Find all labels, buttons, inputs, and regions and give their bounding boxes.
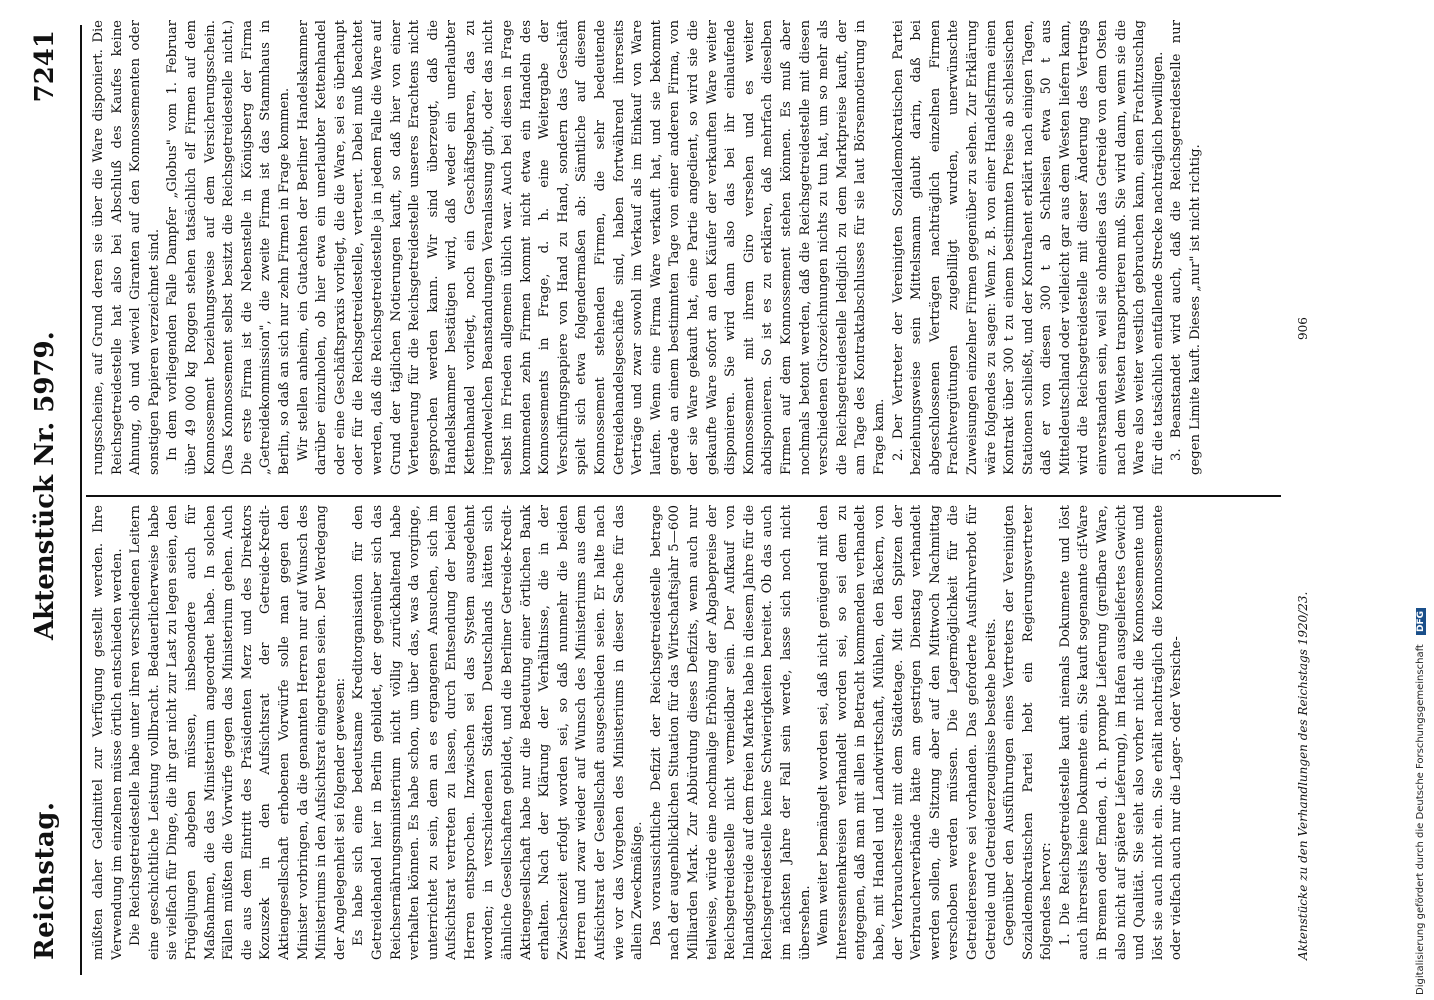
digitization-text: Digitalisierung gefördert durch die Deutsche Forschungsgemeinschaft (1415, 644, 1426, 995)
paragraph: Wir stellen anheim, ein Gutachten der Berliner Handelskammer darüber einzuholen, ob hier etwa ein unerlaubter Kettenhandel oder eine Geschäftspraxis vorliegt, die die Ware, sei es überhaupt oder für die Reichsgetreidestelle, verteuert. Dabei muß beachtet werden, daß die Reichsgetreidestelle ja in jedem Falle die Ware auf Grund der täglichen Notierungen kauft, so daß hier von einer Verteuerung für die Reichsgetreidestelle unseres Erachtens nicht gesprochen werden kann. Wir sind überzeugt, daß die Handelskammer bestätigen wird, daß weder ein unerlaubter Kettenhandel vorliegt, noch ein Geschäftsgebaren, das zu irgendwelchen Beanstandungen Veranlassung gibt, oder das nicht selbst im Frieden allgemein üblich war. Auch bei diesen in Frage kommenden zehn Firmen kommt nicht etwa ein Handeln des Konnossements in Frage, d. h. eine Weitergabe der Verschiffungspapiere von Hand zu Hand, sondern das Geschäft spielt sich etwa folgendermaßen ab: Sämtliche auf diesem Konnossement stehenden Firmen, die sehr bedeutende Getreidehandelsgeschäfte sind, haben fortwährend ihrerseits Verträge und zwar sowohl im Verkauf als im Einkauf von Ware laufen. Wenn eine Firma Ware verkauft hat, und sie bekommt gerade an einem bestimmten Tage von einer anderen Firma, von der sie Ware gekauft hat, eine Partie angedient, so wird sie die gekaufte Ware sofort an den Käufer der verkauften Ware weiter disponieren. Sie wird dann also das bei ihr einlaufende Konnossement mit ihrem Giro versehen und es weiter abdisponieren. So ist es zu erklären, daß mehrfach dieselben Firmen auf dem Konnossement stehen können. Es muß aber nochmals betont werden, daß die Reichsgetreidestelle mit diesen verschiedenen Girozeichnungen nichts zu tun hat, um so mehr als die Reichsgetreidestelle lediglich zu dem Marktpreise kauft, der am Tage des Kontraktabschlusses für sie laut Börsennotierung in Frage kam. (295, 20, 887, 475)
page-number-top: 7241 (30, 30, 60, 103)
document-number: Aktenstück Nr. 5979. (30, 331, 60, 640)
header-rule (80, 25, 82, 975)
paragraph: 3. Beanstandet wird auch, daß die Reichsgetreidestelle nur gegen Limite kauft. Dieses „nur" ist nicht richtig. (1169, 20, 1204, 475)
paragraph: Gegenüber den Ausführungen eines Vertreters der Vereinigten Sozialdemokratischen Partei hebt ein Regierungsvertreter folgendes hervor: (1002, 505, 1055, 960)
paragraph: Das voraussichtliche Defizit der Reichsgetreidestelle betrage nach der augenblicklichen Situation für das Wirtschaftsjahr 5—600 Milliarden Mark. Zur Abbürdung dieses Defizits, wenn auch nur teilweise, würde eine nochmalige Erhöhung der Abgabepreise der Reichsgetreidestelle nicht vermeidbar sein. Der Aufkauf von Inlandsgetreide auf dem freien Markte habe in diesem Jahre für die Reichsgetreidestelle keine Schwierigkeiten bereitet. Ob das auch im nächsten Jahre der Fall sein werde, lasse sich noch nicht übersehen. (648, 505, 813, 960)
left-column (90, 505, 1290, 960)
footer-reference: Aktenstücke zu den Verhandlungen des Reichstags 1920/23. (1296, 591, 1310, 960)
paragraph: rungsscheine, auf Grund deren sie über die Ware disponiert. Die Reichsgetreidestelle hat also bei Abschluß des Kaufes keine Ahnung, ob und wieviel Giranten auf den Konnossementen oder sonstigen Papieren verzeichnet sind. (91, 20, 162, 475)
paragraph: In dem vorliegenden Falle Dampfer „Globus" vom 1. Februar über 49 000 kg Roggen stehen tatsächlich elf Firmen auf dem Konnossement beziehungsweise auf dem Versicherungsschein. (Das Konnossement selbst besitzt die Reichsgetreidestelle nicht.) Die erste Firma ist die Nebenstelle in Königsberg der Firma „Getreidekommission", die zweite Firma ist das Stammhaus in Berlin, so daß an sich nur zehn Firmen in Frage kommen. (165, 20, 292, 475)
chamber-title: Reichstag. (30, 801, 60, 960)
footer-page-number: 906 (1296, 317, 1310, 340)
paragraph: 1. Die Reichsgetreidestelle kauft niemals Dokumente und löst auch ihrerseits keine Dokumente ein. Sie kauft sogenannte cif-Ware in Bremen oder Emden, d. h. prompte Lieferung (greifbare Ware, also nicht auf spätere Lieferung), im Hafen ausgeliefertes Gewicht und Qualität. Sie sieht also vorher nicht die Konnossemente und löst sie auch nicht ein. Sie erhält nachträglich die Konnossemente oder vielfach auch nur die Lager- oder Versiche- (1057, 505, 1185, 960)
paragraph: müßten daher Geldmittel zur Verfügung gestellt werden. Ihre Verwendung im einzelnen müsse örtlich entschieden werden. (91, 505, 125, 960)
paragraph: Wenn weiter bemängelt worden sei, daß nicht genügend mit den Interessentenkreisen verhandelt worden sei, so sei dem zu entgegnen, daß man mit allen in Betracht kommenden verhandelt habe, mit Handel und Landwirtschaft, Mühlen, den Bäckern, von der Verbraucherseite mit dem Städtetage. Mit den Spitzen der Verbraucherverbände hätte am gestrigen Dienstag verhandelt werden sollen, die Sitzung aber auf den Mittwoch Nachmittag verschoben werden müssen. Die Lagermöglichkeit für die Getreidereserve sei vorhanden. Das geforderte Ausfuhrverbot für Getreide und Getreideerzeugnisse bestehe bereits. (816, 505, 999, 960)
digitization-note (1415, 0, 1433, 995)
paragraph: Die Reichsgetreidestelle habe unter ihren verschiedenen Leitern eine geschichtliche Leistung vollbracht. Bedauerlicherweise habe sie vielfach für Dinge, die ihr gar nicht zur Last zu legen seien, den Prügeljungen abgeben müssen, insbesondere auch für Maßnahmen, die das Ministerium angeordnet habe. In solchen Fällen müßten die Vorwürfe gegen das Ministerium gehen. Auch die aus dem Eintritt des Präsidenten Merz und des Direktors Kozuszek in den Aufsichtsrat der Getreide-Kredit-Aktiengesellschaft erhobenen Vorwürfe solle man gegen den Minister vorbringen, da die genannten Herren nur auf Wunsch des Ministeriums in den Aufsichtsrat eingetreten seien. Der Werdegang der Angelegenheit sei folgender gewesen: (128, 505, 348, 960)
paragraph: 2. Der Vertreter der Vereinigten Sozialdemokratischen Partei beziehungsweise sein Mittelsmann glaubt darin, daß bei abgeschlossenen Verträgen nachträglich einzelnen Firmen Frachtvergütungen zugebilligt wurden, unerwünschte Zuweisungen einzelner Firmen gegenüber zu sehen. Zur Erklärung wäre folgendes zu sagen: Wenn z. B. von einer Handelsfirma einen Kontrakt über 300 t zu einem bestimmten Preise ab schlesischen Stationen schließt, und der Kontrahent erklärt nach einigen Tagen, daß er von diesen 300 t ab Schlesien etwa 50 t aus Mitteldeutschland oder vielleicht gar aus dem Westen liefern kann, wird die Reichsgetreidestelle mit dieser Änderung des Vertrags einverstanden sein, weil sie ohnedies das Getreide von dem Osten nach dem Westen transportieren muß. Sie wird dann, wenn sie die Ware also weiter westlich gebrauchen kann, einen Frachtzuschlag für die tatsächlich entfallende Strecke nachträglich bewilligen. (890, 20, 1166, 475)
column-divider (86, 495, 1281, 497)
dfg-logo: DFG (1416, 608, 1426, 635)
page-header (30, 0, 70, 1000)
paragraph: Es habe sich eine bedeutsame Kreditorganisation für den Getreidehandel hier in Berlin gebildet, der gegenüber sich das Reichsernährungsministerium nicht völlig zurückhaltend habe verhalten können. Es habe schon, um über das, was da vorginge, unterrichtet zu sein, dem an es ergangenen Ansuchen, sich im Aufsichtsrat vertreten zu lassen, durch Entsendung der beiden Herren entsprochen. Inzwischen sei das System ausgedehnt worden; in verschiedenen Städten Deutschlands hätten sich ähnliche Gesellschaften gebildet, und die Berliner Getreide-Kredit-Aktiengesellschaft habe nur die Bedeutung einer örtlichen Bank erhalten. Nach der Klärung der Verhältnisse, die in der Zwischenzeit erfolgt worden sei, so daß nunmehr die beiden Herren und zwar wieder auf Wunsch des Ministeriums aus dem Aufsichtsrat der Gesellschaft ausgeschieden seien. Er halte nach wie vor das Vorgehen des Ministeriums in dieser Sache für das allein Zweckmäßige. (351, 505, 646, 960)
right-column (90, 20, 1290, 475)
